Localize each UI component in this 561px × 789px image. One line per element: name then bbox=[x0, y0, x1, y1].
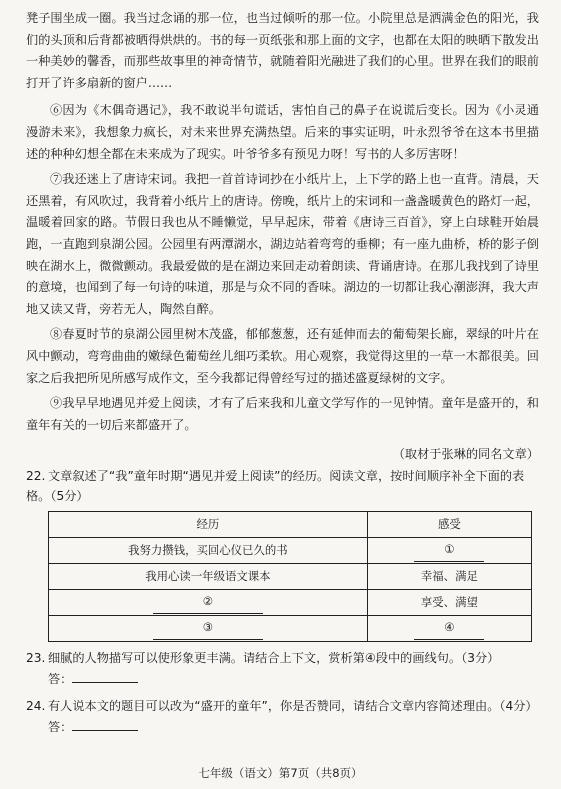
blank-2: ② bbox=[153, 591, 263, 614]
table-cell: 享受、满望 bbox=[367, 589, 531, 615]
question-23-number: 23. bbox=[26, 650, 46, 665]
table-row bbox=[49, 589, 532, 615]
question-22 bbox=[26, 466, 539, 507]
blank-3: ③ bbox=[153, 617, 263, 640]
table-row bbox=[49, 615, 532, 641]
table-row bbox=[49, 563, 532, 589]
question-24-text: 有人说本文的题目可以改为“盛开的童年”，你是否赞同，请结合文章内容简述理由。（4分） bbox=[48, 698, 538, 713]
answer-label: 答： bbox=[48, 672, 73, 687]
table-header-experience: 经历 bbox=[49, 511, 368, 537]
answer-line[interactable] bbox=[72, 668, 138, 683]
table-cell: 我努力攒钱，买回心仪已久的书 bbox=[49, 537, 368, 563]
answer-line[interactable] bbox=[72, 716, 138, 731]
question-24-answer bbox=[26, 716, 539, 738]
table-row bbox=[49, 537, 532, 563]
source-citation: （取材于张琳的同名文章） bbox=[392, 447, 539, 462]
question-22-text: 文章叙述了“我”童年时期“遇见并爱上阅读”的经历。阅读文章，按时间顺序补全下面的表格。（5分） bbox=[26, 468, 525, 504]
paragraph-continued: 凳子围坐成一圈。我当过念诵的那一位，也当过倾听的那一位。小院里总是洒满金色的阳光，我们的头顶和后背都被晒得烘烘的。书的每一页纸张和那上面的文字，也都在太阳的映晒下散发出一种美妙的馨香，而那些故事里的神奇情节，就随着阳光融进了我们的心里。世界在我们的眼前打开了许多扇新的窗户…… bbox=[26, 11, 539, 90]
table-cell: 幸福、满足 bbox=[367, 563, 531, 589]
table-cell[interactable] bbox=[367, 537, 531, 563]
table-cell: 我用心读一年级语文课本 bbox=[49, 563, 368, 589]
blank-1: ① bbox=[414, 539, 484, 562]
paragraph-6: ⑥因为《木偶奇遇记》，我不敢说半句谎话，害怕自己的鼻子在说谎后变长。因为《小灵通漫游未来》，我想象力疯长，对未来世界充满热望。后来的事实证明，叶永烈爷爷在这本书里描述的种种幻想全都在未来成为了现实。叶爷爷多有预见力呀！写书的人多厉害呀！ bbox=[26, 103, 539, 161]
question-22-number: 22. bbox=[26, 468, 46, 483]
paragraph-9: ⑨我早早地遇见并爱上阅读，才有了后来我和儿童文学写作的一见钟情。童年是盛开的，和童年有关的一切后来都盛开了。 bbox=[26, 396, 539, 432]
question-23-text: 细腻的人物描写可以使形象更丰满。请结合上下文，赏析第④段中的画线句。（3分） bbox=[48, 650, 500, 665]
question-23-answer bbox=[26, 668, 539, 690]
paragraph-7: ⑦我还迷上了唐诗宋词。我把一首首诗词抄在小纸片上，上下学的路上也一直背。清晨，天还黑着，有风吹过，我背着小纸片上的唐诗。傍晚，纸片上的宋词和一盏盏暖黄色的路灯一起，温暖着回家的路。节假日我也从不睡懒觉，早早起床，带着《唐诗三百首》，穿上白球鞋开始晨跑，一直跑到泉湖公园。公园里有两潭湖水，湖边站着弯弯的垂柳；有一座九曲桥，桥的影子倒映在湖水上，微微颤动。我最爱做的是在湖边来回走动着朗读、背诵唐诗。在那儿我找到了诗里的意境，也闻到了每一句诗的味道，那是与众不同的香味。湖边的一切都让我心潮澎湃，我大声地又读又背，旁若无人，陶然自醉。 bbox=[26, 172, 539, 316]
blank-4: ④ bbox=[414, 617, 484, 640]
table-cell[interactable] bbox=[367, 615, 531, 641]
table-header-feeling: 感受 bbox=[367, 511, 531, 537]
paragraph-8: ⑧春夏时节的泉湖公园里树木茂盛，郁郁葱葱，还有延伸而去的葡萄架长廊，翠绿的叶片在风中颤动，弯弯曲曲的嫩绿色葡萄丝儿细巧柔软。用心观察，我觉得这里的一草一木都很美。回家之后我把所见所感写成作文，至今我都记得曾经写过的描述盛夏绿树的文字。 bbox=[26, 327, 539, 385]
page-footer: 七年级（语文）第7页（共8页） bbox=[198, 766, 363, 780]
answer-label: 答： bbox=[48, 720, 73, 735]
page-content bbox=[26, 8, 539, 738]
question-23 bbox=[26, 648, 539, 669]
question-24-number: 24. bbox=[26, 698, 46, 713]
experience-table bbox=[48, 511, 532, 642]
table-cell[interactable] bbox=[49, 589, 368, 615]
table-header-row bbox=[49, 511, 532, 537]
table-cell[interactable] bbox=[49, 615, 368, 641]
question-24 bbox=[26, 696, 539, 717]
